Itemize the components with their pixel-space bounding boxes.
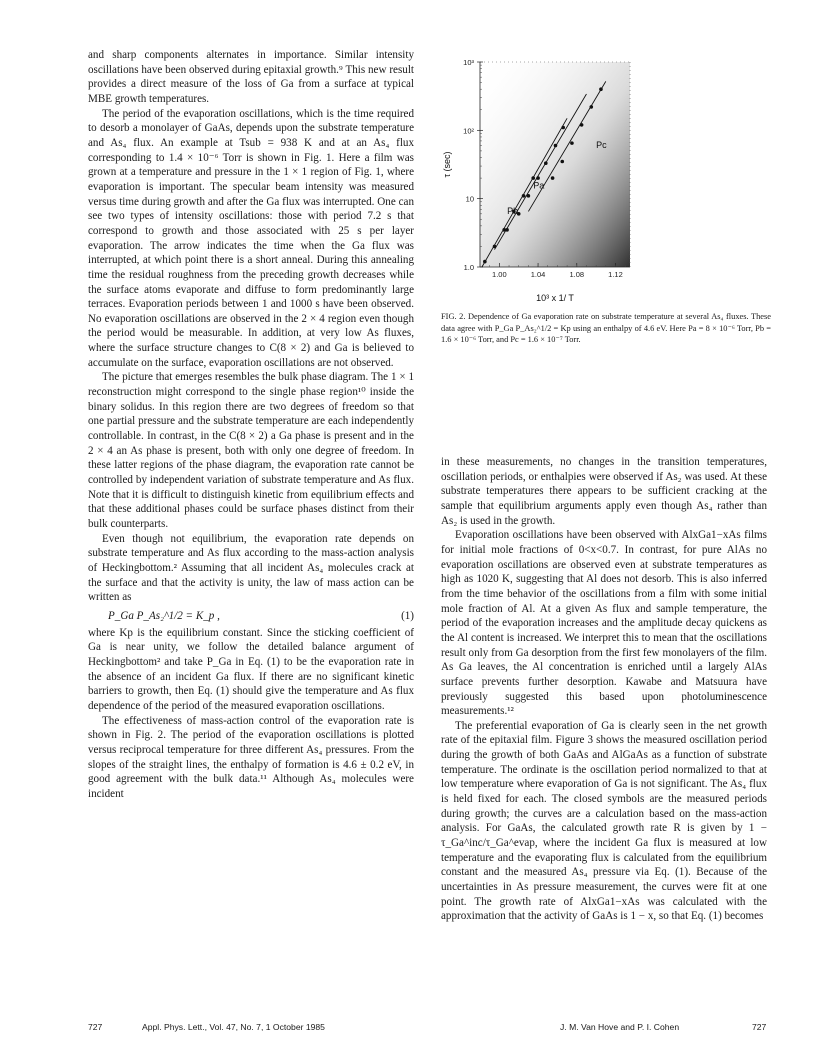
para-equilibrium: Even though not equilibrium, the evaporation rate depends on substrate temperature and As flux according to the mass-action analysis of Heckingbottom.² Assuming that all incident As₄ molecules crack at the surface and that the activity is unity, the law of mass action can be written as [88, 532, 414, 604]
data-point-pc [580, 123, 584, 127]
footer-page-right: 727 [752, 1022, 767, 1032]
left-column [88, 48, 414, 801]
data-point-pb [502, 228, 506, 232]
para-period: The period of the evaporation oscillations, which is the time required to desorb a monolayer of GaAs, depends upon the substrate temperature and As₄ flux. An example at Tsub = 938 K and at an As₄ flux corresponding to 1.4 × 10⁻⁶ Torr is shown in Fig. 1. Here a film was grown at a temperature and pressure in the 1 × 1 region of Fig. 1, where evaporation is important. The specular beam intensity was measured versus time during growth and after the Ga flux was interrupted. One can see two types of intensity oscillations: those with period 7.2 s that correspond to growth and those associated with 25 s per layer evaporation. The arrow indicates the time when the Ga flux was interrupted, at which point there is a short anneal. During this annealing time the residual roughness from the preceding growth decreases while the surface atoms evaporate and diffuse to form predominantly large terraces. Evaporation periods between 1 and 1000 s have been observed. No evaporation oscillations are observed in the 2 × 4 region even though the period would be measurable. In addition, at very low As fluxes, where the surface structure changes to C(8 × 2) and Ga is believed to accumulate on the surface, evaporation oscillations are not observed. [88, 107, 414, 369]
data-point-pa [554, 144, 558, 148]
data-point-pc [560, 160, 564, 164]
para-cont: and sharp components alternates in importance. Similar intensity oscillations have been observed during epitaxial growth.⁹ This new result provides a direct measure of the loss of Ga from a surface at typical MBE growth temperatures. [88, 49, 414, 105]
y-tick-label: 10³ [463, 58, 474, 67]
figure-2 [430, 52, 770, 307]
data-point-pa [561, 126, 565, 130]
para-where: where Kp is the equilibrium constant. Since the sticking coefficient of Ga is near unity, we follow the detailed balance argument of Heckingbottom² and take P_Ga in Eq. (1) to be the evaporation rate in the absence of an incident Ga flux. If there are no significant kinetic barriers to growth, then Eq. (1) should give the temperature and As flux dependence of the period of the measured evaporation oscillations. [88, 626, 414, 712]
y-axis-label: τ (sec) [442, 151, 452, 178]
figure-caption: FIG. 2. Dependence of Ga evaporation rate on substrate temperature at several As₄ fluxes. These data agree with P_Ga P_As₂^1/2 = Kp using an enthalpy of 4.6 eV. Here Pa = 8 × 10⁻⁶ Torr, Pb = 1.6 × 10⁻⁶ Torr, and Pc = 1.6 × 10⁻⁷ Torr. [441, 312, 771, 345]
footer-authors: J. M. Van Hove and P. I. Cohen [560, 1022, 680, 1032]
para-algaas: Evaporation oscillations have been observed with AlxGa1−xAs films for initial mole fractions of 0<x<0.7. In contrast, for pure AlAs no evaporation oscillations are observed even at substrate temperatures as high as 1020 K, suggesting that Al does not desorb. This is also inferred from the time behavior of the oscillations from a film with some initial mole fraction of Al. At a given As flux and sample temperature, the period of the evaporation increases and the amplitude decay quickens as the Al content is increased. We interpret this to mean that the oscillations result only from Ga desorption from the first few monolayers of the film. As Ga leaves, the Al concentration is enriched until a largely AlAs surface prevents further desorption. Kawabe and Matsuura have previously suggested this based upon photoluminescence measurements.¹² [441, 529, 767, 718]
equation-number: (1) [401, 609, 414, 622]
x-tick-label: 1.04 [530, 270, 546, 279]
right-paragraphs [441, 455, 767, 924]
data-point-pc [599, 87, 603, 91]
left-paragraphs-after [88, 626, 414, 802]
curve-label-pb: Pb [507, 205, 519, 216]
curve-label-pc: Pc [596, 140, 607, 151]
curve-label-pa: Pa [533, 180, 545, 191]
data-point-pc [570, 141, 574, 145]
page-footer [88, 1022, 768, 1036]
data-point-pb [522, 194, 526, 198]
data-point-pb [493, 245, 497, 249]
data-point-pb [483, 260, 487, 264]
data-point-pa [544, 161, 548, 165]
para-incident-cont: in these measurements, no changes in the transition temperatures, oscillation periods, or enthalpies were observed if As₂ was used. At these substrate temperatures there appears to be sufficient cracking at the sample that equilibrium arguments apply even though As₄ rather than As₂ is used in the growth. [441, 456, 767, 527]
figure-2-chart [430, 52, 770, 307]
data-point-pb [531, 176, 535, 180]
para-preferential: The preferential evaporation of Ga is clearly seen in the net growth rate of the epitaxial film. Figure 3 shows the measured oscillation period during the growth of both GaAs and AlGaAs as a function of substrate temperature. The ordinate is the oscillation period normalized to that at low temperature where evaporation of Ga is not significant. The As₄ flux is held fixed for each. The closed symbols are the measured periods during growth; the curves are a calculation based on the mass-action analysis. For GaAs, the calculated growth rate R is given by 1 − τ_Ga^inc/τ_Ga^evap, where the incident Ga flux is measured at low temperature and the evaporating flux is calculated from the equilibrium constant and the measured As₄ pressure via Eq. (1). Because of the uncertainties in As pressure measurement, the curves were fit at one point. The growth rate of AlxGa1−xAs was calculated with the approximation that the activity of GaAs is 1 − x, so that Eq. (1) becomes [441, 719, 767, 923]
y-tick-label: 1.0 [463, 263, 474, 272]
data-point-pc [589, 105, 593, 109]
left-paragraphs [88, 48, 414, 605]
para-picture: The picture that emerges resembles the bulk phase diagram. The 1 × 1 reconstruction might correspond to the single phase region¹⁰ inside the binary solidus. In this region there are two degrees of freedom so that one partial pressure and the substrate temperature are each independently controllable. In contrast, in the C(8 × 2) a Ga phase is present and in the 2 × 4 an As phase is present, both with only one degree of freedom. In these latter regions of the phase diagram, the evaporation rate cannot be controlled by independent variation of substrate temperature and As flux. Note that it is difficult to distinguish kinetic from equilibrium effects and that these additional phases could be surface phases distinct from their bulk counterparts. [88, 371, 414, 530]
x-axis-label: 10³ x 1/ T [536, 293, 574, 303]
equation-1 [88, 609, 414, 624]
data-point-pa [536, 176, 540, 180]
footer-journal: Appl. Phys. Lett., Vol. 47, No. 7, 1 October 1985 [142, 1022, 325, 1032]
data-point-pc [551, 176, 555, 180]
data-point-pa [527, 194, 531, 198]
footer-page-left: 727 [88, 1022, 103, 1032]
x-tick-label: 1.00 [492, 270, 507, 279]
para-effectiveness: The effectiveness of mass-action control of the evaporation rate is shown in Fig. 2. The period of the evaporation oscillations is plotted versus reciprocal temperature for three different As₄ pressures. From the slopes of the straight lines, the enthalpy of formation is 4.6 ± 0.2 eV, in good agreement with the bulk data.¹¹ Although As₄ molecules were incident [88, 714, 414, 800]
y-tick-label: 10 [465, 194, 474, 204]
equation-body: P_Ga P_As₂^1/2 = K_p , [108, 609, 220, 622]
right-column [441, 455, 767, 924]
x-tick-label: 1.08 [569, 270, 585, 279]
y-tick-label: 10² [463, 126, 474, 136]
x-tick-label: 1.12 [608, 270, 623, 279]
